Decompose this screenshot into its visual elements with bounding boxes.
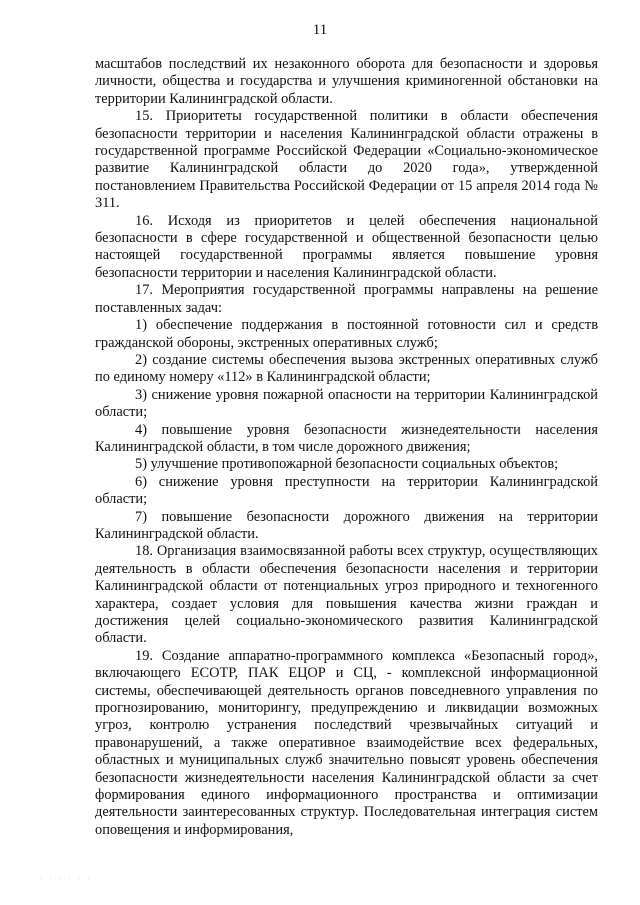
- paragraph-continuation: масштабов последствий их незаконного оборота для безопасности и здоровья личности, общества и государства и улучшения криминогенной обстановки на территории Калининградской области.: [95, 56, 598, 107]
- document-body: [95, 56, 598, 839]
- paragraph-18: 18. Организация взаимосвязанной работы всех структур, осуществляющих деятельность в области обеспечения безопасности населения и территории Калининградской области от потенциальных угроз природного и техногенного характера, создает условия для повышения качества жизни граждан и достижения целей социально-экономического развития Калининградской области.: [95, 543, 598, 647]
- list-item-2: 2) создание системы обеспечения вызова экстренных оперативных служб по единому номеру «112» в Калининградской области;: [95, 351, 598, 386]
- list-item-4: 4) повышение уровня безопасности жизнедеятельности населения Калининградской области, в том числе дорожного движения;: [95, 421, 598, 455]
- paragraph-15: 15. Приоритеты государственной политики в области обеспечения безопасности территории и населения Калининградской области отражены в государственной программе Российской Федерации «Социально-экономическое развитие Калининградской области до 2020 года», утвержденной постановлением Правительства Российской Федерации от 15 апреля 2014 года № 311.: [95, 108, 598, 212]
- paragraph-17: 17. Мероприятия государственной программы направлены на решение поставленных задач:: [95, 282, 598, 316]
- list-item-7: 7) повышение безопасности дорожного движения на территории Калининградской области.: [95, 508, 598, 542]
- paragraph-16: 16. Исходя из приоритетов и целей обеспечения национальной безопасности в сфере государственной и общественной безопасности целью настоящей государственной программы является повышение уровня безопасности территории и населения Калининградской области.: [95, 212, 598, 281]
- list-item-5: 5) улучшение противопожарной безопасности социальных объектов;: [135, 456, 559, 473]
- list-item-3: 3) снижение уровня пожарной опасности на территории Калининградской области;: [95, 386, 598, 421]
- scan-artifact: · · · · · ·: [40, 876, 93, 882]
- list-item-1: 1) обеспечение поддержания в постоянной готовности сил и средств гражданской обороны, экстренных оперативных служб;: [95, 317, 598, 351]
- list-item-6: 6) снижение уровня преступности на территории Калининградской области;: [95, 473, 598, 508]
- paragraph-19: 19. Создание аппаратно-программного комплекса «Безопасный город», включающего ЕСОТР, ПАК ЕЦОР и СЦ, - комплексной информационной системы, обеспечивающей деятельность органов повседневного управления по прогнозированию, мониторингу, предупреждению и ликвидации возможных угроз, контролю устранения последствий чрезвычайных ситуаций и правонарушений, а также оперативное взаимодействие всех федеральных, областных и муниципальных служб значительно повысят уровень обеспечения безопасности жизнедеятельности населения Калининградской области за счет формирования единого информационного пространства и оптимизации деятельности заинтересованных структур. Последовательная интеграция систем оповещения и информирования,: [95, 647, 598, 838]
- page-number: 11: [312, 22, 328, 38]
